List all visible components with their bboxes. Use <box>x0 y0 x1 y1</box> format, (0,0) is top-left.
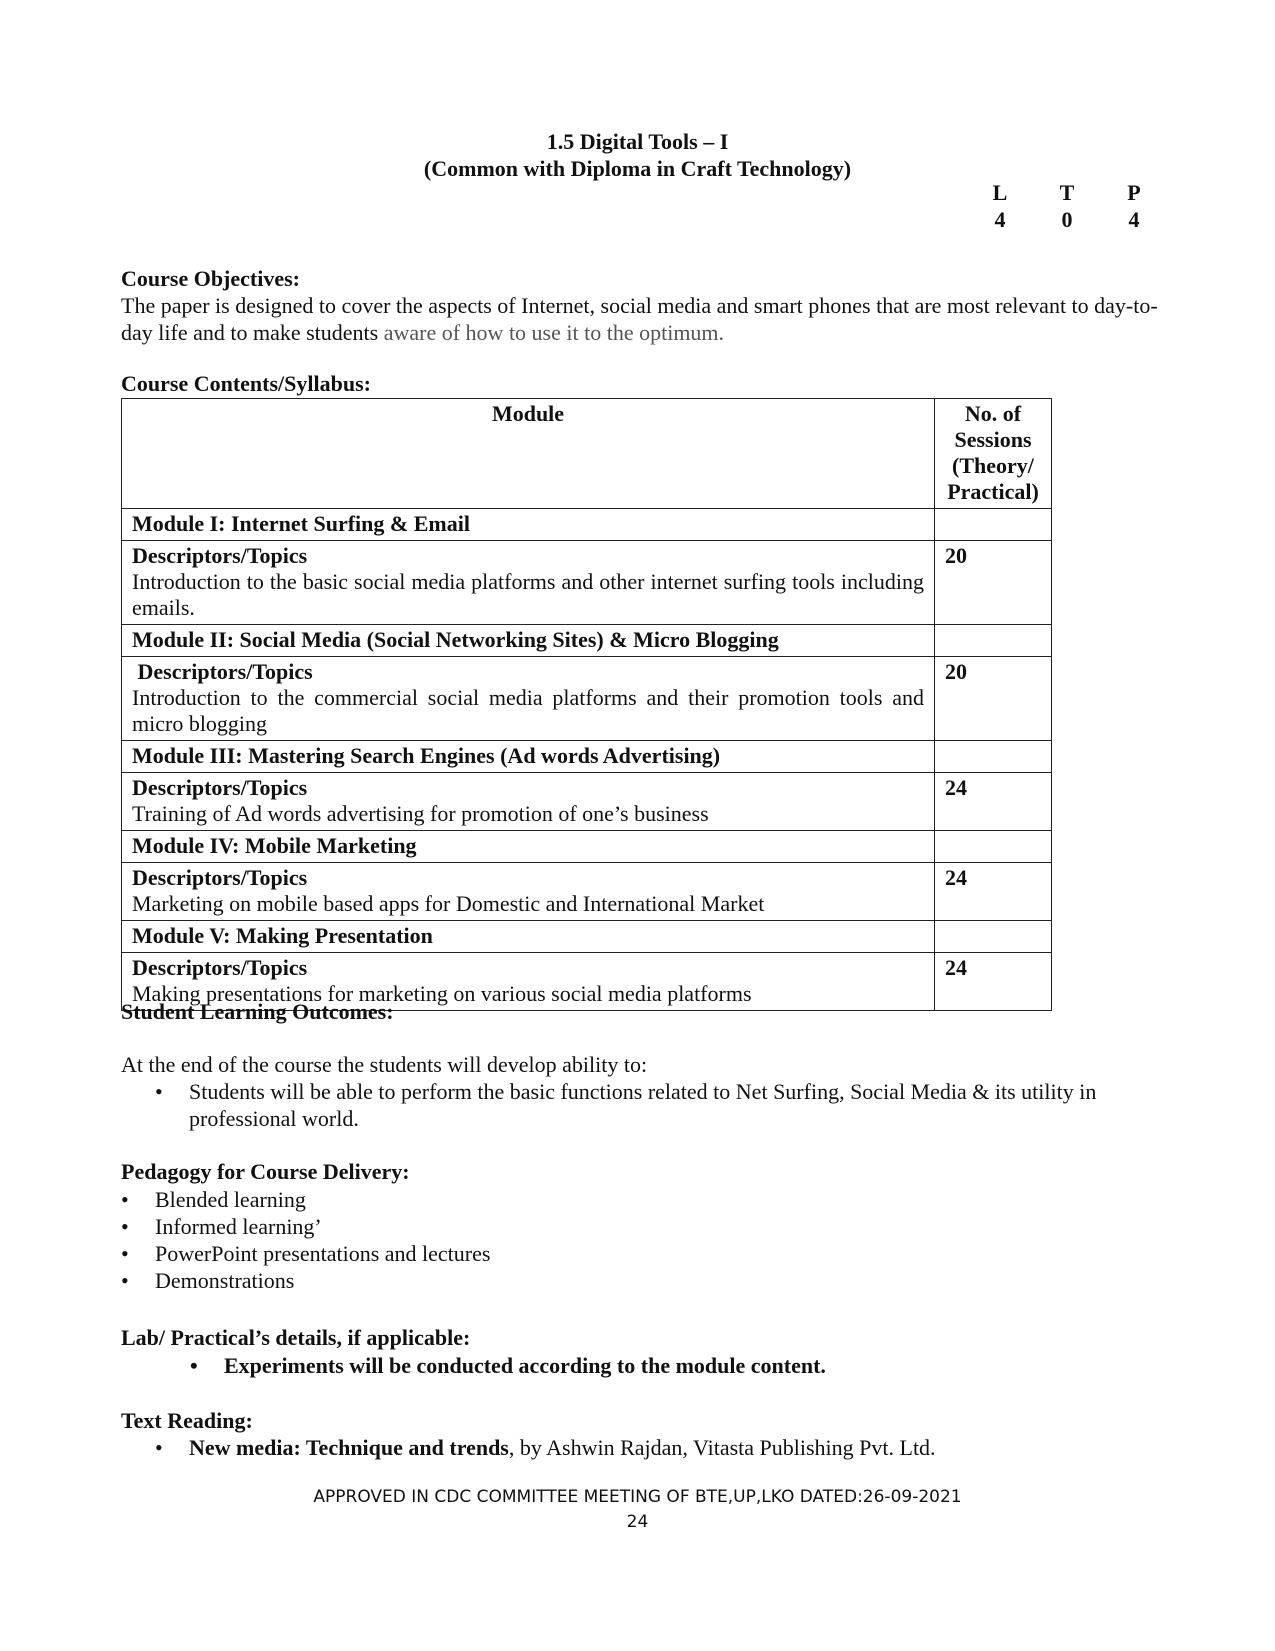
ltp-label-l: L <box>992 180 1008 205</box>
descriptors-label: Descriptors/Topics <box>132 659 313 684</box>
module-sessions: 24 <box>935 773 1052 831</box>
objectives-text-grey: aware of how to use it to the optimum. <box>383 320 725 345</box>
module-title-sessions-cell <box>935 921 1052 953</box>
descriptors-label: Descriptors/Topics <box>132 865 308 890</box>
pedagogy-heading: Pedagogy for Course Delivery: <box>121 1159 410 1184</box>
module-title: Module II: Social Media (Social Networking Sites) & Micro Blogging <box>122 625 935 657</box>
ltp-value-p: 4 <box>1128 207 1140 232</box>
module-title-sessions-cell <box>935 625 1052 657</box>
reading-heading: Text Reading: <box>121 1408 253 1433</box>
table-header-row <box>122 399 1052 509</box>
outcomes-intro: At the end of the course the students will develop ability to: <box>121 1052 648 1077</box>
list-item <box>155 1434 1160 1461</box>
outcomes-heading: Student Learning Outcomes: <box>121 999 394 1024</box>
descriptors-label: Descriptors/Topics <box>132 955 308 980</box>
book-details: , by Ashwin Rajdan, Vitasta Publishing Pvt. Ltd. <box>508 1435 936 1460</box>
objectives-text-main: The paper is designed to cover the aspects of Internet, social media and smart phones that are most relevant to day-to-day life and to make students <box>121 293 1158 345</box>
sessions-column-header: No. of Sessions (Theory/ Practical) <box>935 399 1052 509</box>
course-subtitle: (Common with Diploma in Craft Technology) <box>423 156 852 181</box>
module-desc-row <box>122 773 1052 831</box>
module-title-row <box>122 831 1052 863</box>
outcomes-list <box>155 1078 1160 1132</box>
module-desc-cell <box>122 657 935 741</box>
module-title: Module I: Internet Surfing & Email <box>122 509 935 541</box>
module-description: Introduction to the commercial social media platforms and their promotion tools and micro blogging <box>132 685 924 736</box>
list-item: • Demonstrations <box>121 1267 1161 1294</box>
page-number: 24 <box>626 1512 649 1532</box>
course-title: 1.5 Digital Tools – I <box>546 129 729 154</box>
objectives-heading: Course Objectives: <box>121 266 301 291</box>
module-title: Module V: Making Presentation <box>122 921 935 953</box>
objectives-text <box>121 292 1161 346</box>
descriptors-label: Descriptors/Topics <box>132 775 308 800</box>
module-desc-cell <box>122 541 935 625</box>
module-title: Module IV: Mobile Marketing <box>122 831 935 863</box>
module-title: Module III: Mastering Search Engines (Ad words Advertising) <box>122 741 935 773</box>
module-title-row <box>122 509 1052 541</box>
module-description: Making presentations for marketing on various social media platforms <box>132 981 752 1006</box>
list-item: • Blended learning <box>121 1186 1161 1213</box>
ltp-label-t: T <box>1059 180 1075 205</box>
module-title-sessions-cell <box>935 509 1052 541</box>
descriptors-label: Descriptors/Topics <box>132 543 308 568</box>
module-title-sessions-cell <box>935 831 1052 863</box>
list-item: • Experiments will be conducted according to the module content. <box>190 1352 1160 1379</box>
approval-footer: APPROVED IN CDC COMMITTEE MEETING OF BTE,UP,LKO DATED:26-09-2021 <box>313 1487 962 1507</box>
ltp-value-t: 0 <box>1061 207 1073 232</box>
module-sessions: 24 <box>935 863 1052 921</box>
module-desc-row <box>122 541 1052 625</box>
module-desc-row <box>122 863 1052 921</box>
module-column-header: Module <box>122 399 935 509</box>
module-desc-cell <box>122 863 935 921</box>
module-title-row <box>122 921 1052 953</box>
ltp-label-p: P <box>1127 180 1141 205</box>
module-sessions: 20 <box>935 541 1052 625</box>
module-sessions: 20 <box>935 657 1052 741</box>
module-desc-row <box>122 657 1052 741</box>
lab-list <box>190 1352 1160 1379</box>
pedagogy-list <box>121 1186 1161 1294</box>
module-description: Training of Ad words advertising for promotion of one’s business <box>132 801 709 826</box>
module-desc-cell <box>122 773 935 831</box>
syllabus-table <box>121 398 1052 1011</box>
syllabus-heading: Course Contents/Syllabus: <box>121 371 371 396</box>
lab-heading: Lab/ Practical’s details, if applicable: <box>121 1325 471 1350</box>
module-description: Introduction to the basic social media platforms and other internet surfing tools including emails. <box>132 569 924 620</box>
book-title: New media: Technique and trends <box>189 1435 509 1460</box>
list-item: • Informed learning’ <box>121 1213 1161 1240</box>
module-sessions: 24 <box>935 953 1052 1011</box>
ltp-value-l: 4 <box>994 207 1006 232</box>
reading-list <box>155 1434 1160 1461</box>
list-item: • Students will be able to perform the basic functions related to Net Surfing, Social Media & its utility in professional world. <box>155 1078 1160 1132</box>
list-item: • PowerPoint presentations and lectures <box>121 1240 1161 1267</box>
module-title-row <box>122 741 1052 773</box>
module-description: Marketing on mobile based apps for Domestic and International Market <box>132 891 765 916</box>
module-title-row <box>122 625 1052 657</box>
module-title-sessions-cell <box>935 741 1052 773</box>
